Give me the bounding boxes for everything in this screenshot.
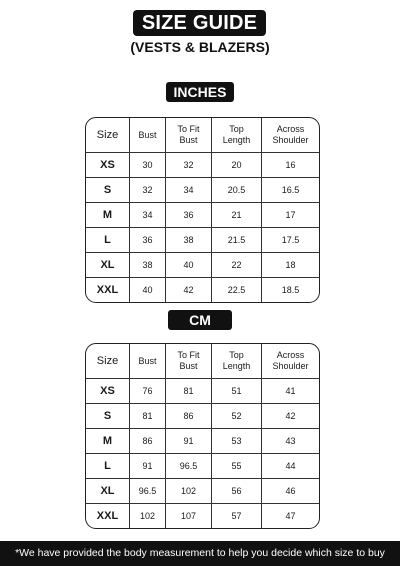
- top-length-value: 20: [212, 153, 262, 178]
- top-length-value: 56: [212, 479, 262, 504]
- to-fit-bust-value: 102: [166, 479, 212, 504]
- table-row: [86, 504, 319, 528]
- across-shoulder-value: 43: [262, 429, 319, 454]
- across-shoulder-value: 44: [262, 454, 319, 479]
- size-label: L: [86, 454, 130, 479]
- across-shoulder-value: 18: [262, 253, 319, 278]
- size-label: M: [86, 429, 130, 454]
- table-row: [86, 228, 319, 253]
- header-across-shoulder: Across Shoulder: [262, 344, 319, 379]
- header-top-length: Top Length: [212, 118, 262, 153]
- bust-value: 86: [130, 429, 166, 454]
- size-label: XS: [86, 379, 130, 404]
- to-fit-bust-value: 91: [166, 429, 212, 454]
- table-row: [86, 203, 319, 228]
- across-shoulder-value: 46: [262, 479, 319, 504]
- header-size: Size: [86, 118, 130, 153]
- size-label: S: [86, 404, 130, 429]
- top-length-value: 22: [212, 253, 262, 278]
- to-fit-bust-value: 36: [166, 203, 212, 228]
- header-to-fit-bust: To Fit Bust: [166, 344, 212, 379]
- size-label: S: [86, 178, 130, 203]
- table-row: [86, 379, 319, 404]
- header-bust: Bust: [130, 118, 166, 153]
- bust-value: 32: [130, 178, 166, 203]
- top-length-value: 21: [212, 203, 262, 228]
- size-label: XL: [86, 253, 130, 278]
- size-label: XXL: [86, 278, 130, 302]
- across-shoulder-value: 47: [285, 511, 296, 521]
- across-shoulder-value: 17.5: [262, 228, 319, 253]
- across-shoulder-value: 42: [262, 404, 319, 429]
- table-row: [86, 278, 319, 302]
- to-fit-bust-value: 86: [166, 404, 212, 429]
- size-label: L: [86, 228, 130, 253]
- page-title: SIZE GUIDE: [133, 10, 266, 36]
- top-length-value: 22.5: [212, 278, 262, 302]
- across-shoulder-value: 17: [262, 203, 319, 228]
- bust-value: 38: [130, 253, 166, 278]
- across-shoulder-value: 41: [262, 379, 319, 404]
- table-row: [86, 153, 319, 178]
- to-fit-bust-value: 32: [166, 153, 212, 178]
- across-shoulder-value: 16.5: [262, 178, 319, 203]
- table-header-row: [86, 344, 319, 379]
- page-subtitle: (VESTS & BLAZERS): [130, 39, 270, 55]
- across-shoulder-value: 18.5: [281, 285, 300, 295]
- bust-value: 81: [130, 404, 166, 429]
- top-length-value: 53: [212, 429, 262, 454]
- to-fit-bust-value: 38: [166, 228, 212, 253]
- top-length-value: 21.5: [212, 228, 262, 253]
- header-bust: Bust: [130, 344, 166, 379]
- header-size: Size: [86, 344, 130, 379]
- bust-value: 34: [130, 203, 166, 228]
- cm-section-label: CM: [168, 310, 232, 330]
- to-fit-bust-value: 42: [166, 278, 212, 302]
- table-row: [86, 479, 319, 504]
- to-fit-bust-value: 34: [166, 178, 212, 203]
- table-row: [86, 178, 319, 203]
- top-length-value: 57: [212, 504, 262, 528]
- table-row: [86, 404, 319, 429]
- to-fit-bust-value: 81: [166, 379, 212, 404]
- to-fit-bust-value: 107: [166, 504, 212, 528]
- table-header-row: [86, 118, 319, 153]
- bust-value: 102: [130, 504, 166, 528]
- size-label: XL: [86, 479, 130, 504]
- footer-note: *We have provided the body measurement to help you decide which size to buy: [0, 541, 400, 566]
- top-length-value: 55: [212, 454, 262, 479]
- to-fit-bust-value: 96.5: [166, 454, 212, 479]
- header-to-fit-bust: To Fit Bust: [166, 118, 212, 153]
- inches-section-label: INCHES: [166, 82, 234, 102]
- across-shoulder-value: 16: [262, 153, 319, 178]
- to-fit-bust-value: 40: [166, 253, 212, 278]
- header-across-shoulder: Across Shoulder: [262, 118, 319, 153]
- bust-value: 36: [130, 228, 166, 253]
- size-label: XS: [86, 153, 130, 178]
- top-length-value: 52: [212, 404, 262, 429]
- top-length-value: 51: [212, 379, 262, 404]
- table-row: [86, 429, 319, 454]
- bust-value: 76: [130, 379, 166, 404]
- bust-value: 96.5: [130, 479, 166, 504]
- top-length-value: 20.5: [212, 178, 262, 203]
- size-label: M: [86, 203, 130, 228]
- inches-size-table: [85, 117, 320, 303]
- size-label: XXL: [86, 504, 130, 528]
- header-top-length: Top Length: [212, 344, 262, 379]
- bust-value: 30: [130, 153, 166, 178]
- cm-size-table: [85, 343, 320, 529]
- bust-value: 40: [130, 278, 166, 302]
- table-row: [86, 454, 319, 479]
- table-row: [86, 253, 319, 278]
- bust-value: 91: [130, 454, 166, 479]
